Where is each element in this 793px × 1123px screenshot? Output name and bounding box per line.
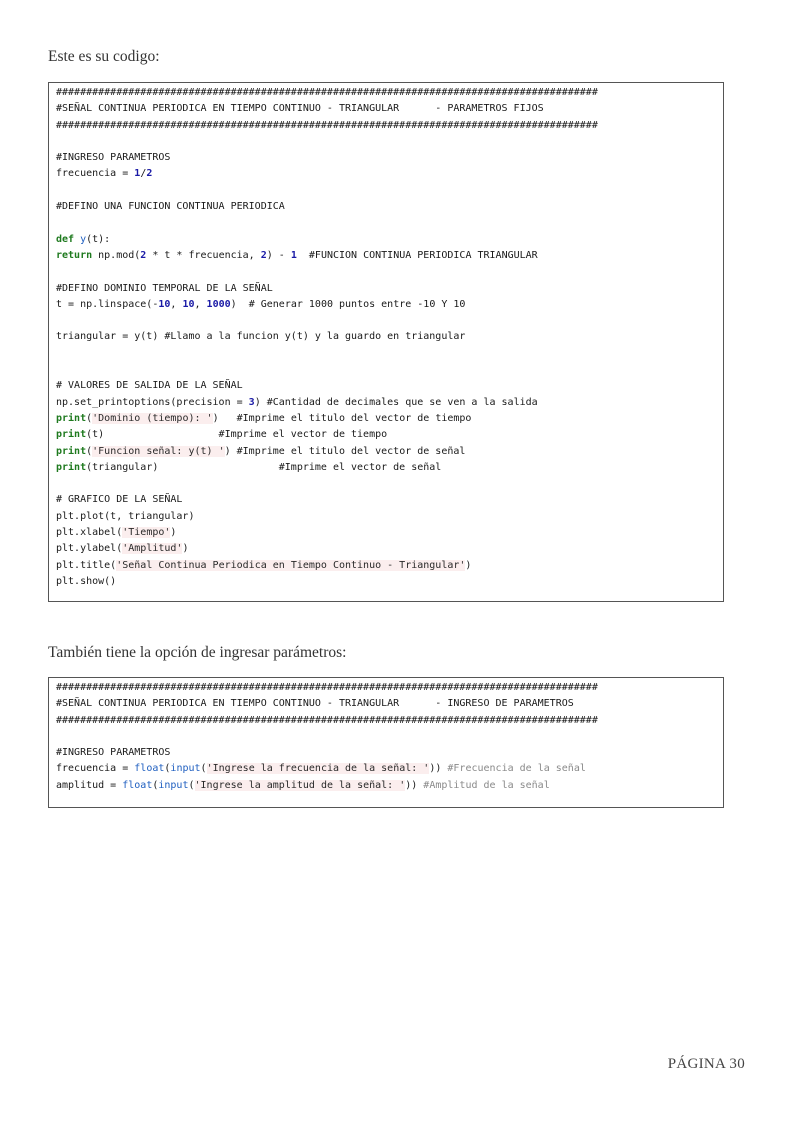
code-line xyxy=(56,134,723,150)
code-line xyxy=(56,525,723,541)
code-line xyxy=(56,264,723,280)
code-token: ( xyxy=(86,445,93,457)
code-line xyxy=(56,509,723,525)
code-line xyxy=(56,761,723,777)
code-token: ########################################################################################## xyxy=(56,682,598,693)
code-token: np.set_printoptions(precision = xyxy=(56,396,249,408)
code-token: 3 xyxy=(248,396,255,408)
code-line xyxy=(56,476,723,492)
code-token: return xyxy=(56,249,93,261)
code-token: )) xyxy=(405,779,424,791)
code-token: ) #Imprime el titulo del vector de señal xyxy=(224,445,466,457)
code-token: plt.show() xyxy=(56,575,117,587)
code-token: #DEFINO DOMINIO TEMPORAL DE LA SEÑAL xyxy=(56,282,273,294)
code-token: amplitud = xyxy=(56,779,123,791)
code-token: 1 xyxy=(134,168,141,180)
code-token: (t): xyxy=(86,233,111,245)
code-token: ( xyxy=(164,763,171,775)
code-token: #INGRESO PARAMETROS xyxy=(56,152,171,164)
code-line xyxy=(56,729,723,745)
code-token: ) # Generar 1000 puntos entre -10 Y 10 xyxy=(230,298,466,310)
code-token: / xyxy=(140,168,147,180)
code-token: #INGRESO PARAMETROS xyxy=(56,747,171,759)
code-token: ) - xyxy=(266,249,291,261)
code-token: plt.ylabel( xyxy=(56,543,123,555)
code-token: triangular = y(t) #Llamo a la funcion y(t) y la guardo en triangular xyxy=(56,331,466,343)
code-line xyxy=(56,558,723,574)
code-line xyxy=(56,680,723,696)
code-token: 'Ingrese la amplitud de la señal: ' xyxy=(194,779,406,791)
code-line xyxy=(56,199,723,215)
code-line xyxy=(56,346,723,362)
code-token: plt.title( xyxy=(56,559,117,571)
code-token: 1000 xyxy=(206,298,231,310)
code-token: float xyxy=(134,763,165,775)
code-line xyxy=(56,362,723,378)
code-line xyxy=(56,696,723,712)
code-token: * t * frecuencia, xyxy=(146,249,261,261)
code-token: ########################################################################################## xyxy=(56,714,598,726)
code-line xyxy=(56,297,723,313)
code-token: #FUNCION CONTINUA PERIODICA TRIANGULAR xyxy=(296,249,538,261)
code-token: ) xyxy=(182,543,189,555)
code-token: ) xyxy=(170,527,177,539)
code-token: (t) #Imprime el vector de tiempo xyxy=(86,429,388,441)
code-line xyxy=(56,248,723,264)
code-token: np.mod( xyxy=(92,249,141,261)
code-token: 1 xyxy=(290,249,297,261)
code-line xyxy=(56,541,723,557)
code-token: frecuencia = xyxy=(56,763,135,775)
code-token: , xyxy=(194,298,207,310)
code-token: 2 xyxy=(146,168,153,180)
code-token: 10 xyxy=(182,298,195,310)
code-token: 'Dominio (tiempo): ' xyxy=(92,412,213,424)
code-token: ( xyxy=(86,412,93,424)
code-token: 'Funcion señal: y(t) ' xyxy=(92,445,225,457)
code-token: input xyxy=(158,779,189,791)
code-token: 2 xyxy=(260,249,267,261)
code-token: ( xyxy=(200,763,207,775)
code-token: (triangular) #Imprime el vector de señal xyxy=(86,461,442,473)
code-token: 'Tiempo' xyxy=(122,527,171,539)
code-token: # VALORES DE SALIDA DE LA SEÑAL xyxy=(56,380,243,392)
code-token: t = np.linspace(- xyxy=(56,298,159,310)
code-token: print xyxy=(56,412,87,424)
code-token: 'Señal Continua Periodica en Tiempo Continuo - Triangular' xyxy=(116,559,466,571)
code-token: frecuencia = xyxy=(56,168,135,180)
code-token: ########################################################################################## xyxy=(56,87,598,98)
code-token: float xyxy=(122,779,153,791)
code-token: def xyxy=(56,233,75,245)
page-number: PÁGINA 30 xyxy=(667,1056,745,1072)
code-token: y xyxy=(80,233,87,245)
code-token: ( xyxy=(188,779,195,791)
code-token: #Frecuencia de la señal xyxy=(447,763,586,775)
code-token: # GRAFICO DE LA SEÑAL xyxy=(56,494,183,506)
code-line xyxy=(56,574,723,590)
code-token: plt.xlabel( xyxy=(56,527,123,539)
code-token: ) #Cantidad de decimales que se ven a la salida xyxy=(254,396,538,408)
code-line xyxy=(56,745,723,761)
code-token: 10 xyxy=(158,298,171,310)
code-line xyxy=(56,215,723,231)
code-block-input-params xyxy=(48,677,724,808)
code-token: 'Amplitud' xyxy=(122,543,183,555)
code-line xyxy=(56,395,723,411)
code-line xyxy=(56,713,723,729)
code-token: 'Ingrese la frecuencia de la señal: ' xyxy=(206,763,430,775)
code-token: plt.plot(t, triangular) xyxy=(56,510,195,522)
code-token: input xyxy=(170,763,201,775)
code-token: ( xyxy=(152,779,159,791)
code-line xyxy=(56,101,723,117)
intro-text: Este es su codigo: xyxy=(48,48,160,65)
code-token: #SEÑAL CONTINUA PERIODICA EN TIEMPO CONTINUO - TRIANGULAR - INGRESO DE PARAMETROS xyxy=(56,698,574,710)
code-token: ########################################################################################## xyxy=(56,119,598,131)
code-line xyxy=(56,166,723,182)
code-token: #Amplitud de la señal xyxy=(423,779,550,791)
code-line xyxy=(56,427,723,443)
code-line xyxy=(56,232,723,248)
code-token: #SEÑAL CONTINUA PERIODICA EN TIEMPO CONTINUO - TRIANGULAR - PARAMETROS FIJOS xyxy=(56,103,544,115)
code-line xyxy=(56,118,723,134)
code-line xyxy=(56,183,723,199)
code-token: )) xyxy=(429,763,448,775)
code-line xyxy=(56,460,723,476)
code-line xyxy=(56,281,723,297)
code-token: , xyxy=(170,298,183,310)
code-token: #DEFINO UNA FUNCION CONTINUA PERIODICA xyxy=(56,201,285,213)
code-token: print xyxy=(56,461,87,473)
code-line xyxy=(56,329,723,345)
code-token: print xyxy=(56,445,87,457)
code-line xyxy=(56,150,723,166)
params-option-text: También tiene la opción de ingresar parámetros: xyxy=(48,644,347,661)
code-token: ) #Imprime el titulo del vector de tiempo xyxy=(212,412,472,424)
code-token: ) xyxy=(465,559,472,571)
code-line xyxy=(56,778,723,794)
code-token: print xyxy=(56,429,87,441)
code-line xyxy=(56,492,723,508)
code-line xyxy=(56,411,723,427)
code-line xyxy=(56,378,723,394)
code-token: 2 xyxy=(140,249,147,261)
code-line xyxy=(56,313,723,329)
code-line xyxy=(56,444,723,460)
code-line xyxy=(56,85,723,101)
code-block-fixed-params xyxy=(48,82,724,602)
